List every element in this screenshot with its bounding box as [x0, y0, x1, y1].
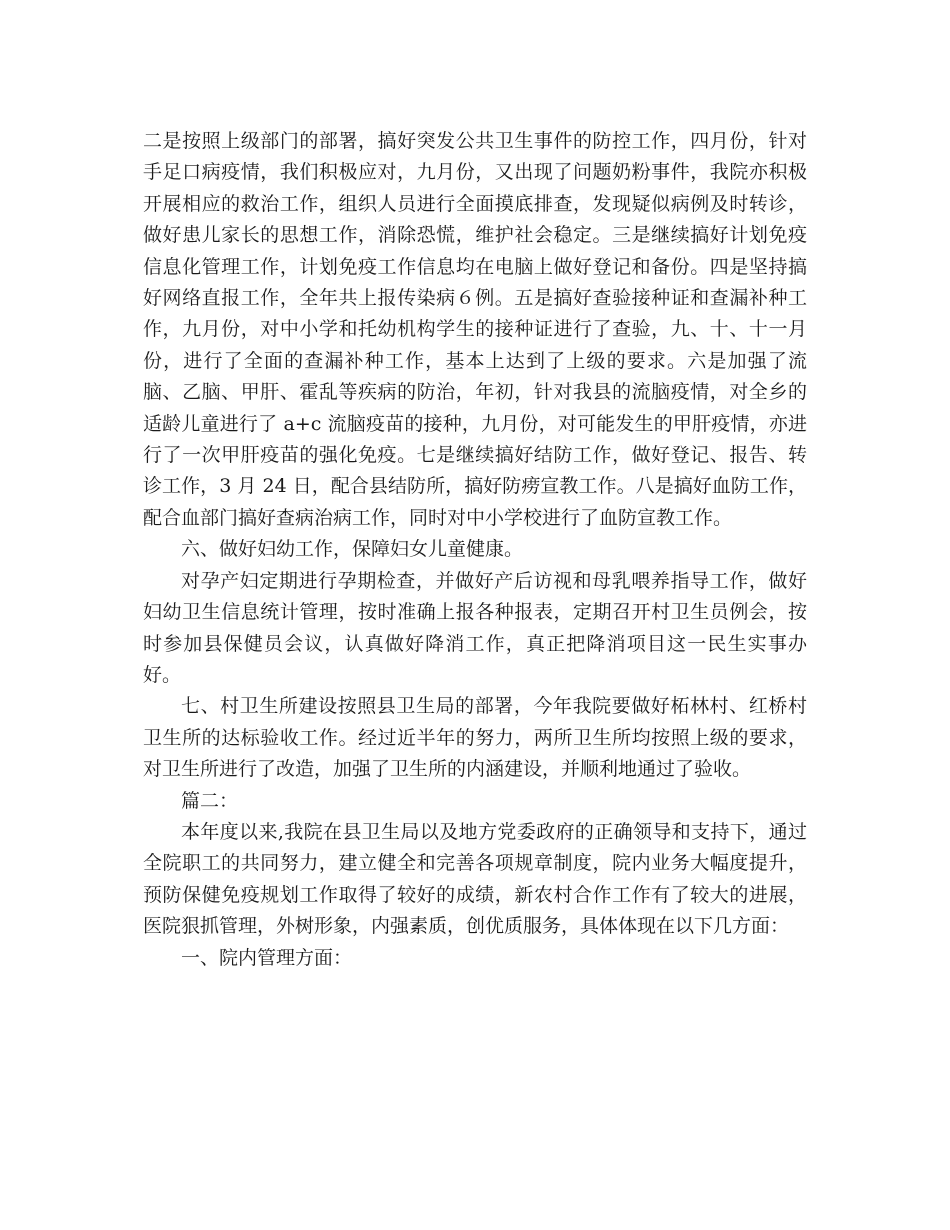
paragraph-village-clinic-construction: 七、村卫生所建设按照县卫生局的部署，今年我院要做好柘林村、红桥村卫生所的达标验收工作。经过近半年的努力，两所卫生所均按照上级的要求，对卫生所进行了改造，加强了卫生所的内涵建设，并顺利地通过了验收。	[143, 695, 807, 781]
document-body	[143, 126, 807, 974]
section-heading-part-two: 篇二：	[181, 789, 239, 812]
section-heading-maternal-child-health: 六、做好妇幼工作，保障妇女儿童健康。	[181, 538, 524, 561]
paragraph-maternal-child-health: 对孕产妇定期进行孕期检查，并做好产后访视和母乳喂养指导工作，做好妇幼卫生信息统计管理，按时准确上报各种报表，定期召开村卫生员例会，按时参加县保健员会议，认真做好降消工作，真正把降消项目这一民生实事办好。	[143, 569, 807, 686]
paragraph-annual-overview: 本年度以来,我院在县卫生局以及地方党委政府的正确领导和支持下，通过全院职工的共同努力，建立健全和完善各项规章制度，院内业务大幅度提升，预防保健免疫规划工作取得了较好的成绩，新农村合作工作有了较大的进展，医院狠抓管理，外树形象，内强素质，创优质服务，具体体现在以下几方面：	[143, 820, 807, 938]
section-heading-hospital-management: 一、院内管理方面：	[181, 946, 353, 969]
paragraph-public-health-work: 二是按照上级部门的部署，搞好突发公共卫生事件的防控工作，四月份，针对手足口病疫情，我们积极应对，九月份，又出现了问题奶粉事件，我院亦积极开展相应的救治工作，组织人员进行全面摸底排查，发现疑似病例及时转诊，做好患儿家长的思想工作，消除恐慌，维护社会稳定。三是继续搞好计划免疫信息化管理工作，计划免疫工作信息均在电脑上做好登记和备份。四是坚持搞好网络直报工作，全年共上报传染病６例。五是搞好查验接种证和查漏补种工作，九月份，对中小学和托幼机构学生的接种证进行了查验，九、十、十一月份，进行了全面的查漏补种工作，基本上达到了上级的要求。六是加强了流脑、乙脑、甲肝、霍乱等疾病的防治，年初，针对我县的流脑疫情，对全乡的适龄儿童进行了 a+c 流脑疫苗的接种，九月份，对可能发生的甲肝疫情，亦进行了一次甲肝疫苗的强化免疫。七是继续搞好结防工作，做好登记、报告、转诊工作，3 月 24 日，配合县结防所，搞好防痨宣教工作。八是搞好血防工作，配合血部门搞好查病治病工作，同时对中小学校进行了血防宣教工作。	[143, 130, 807, 529]
